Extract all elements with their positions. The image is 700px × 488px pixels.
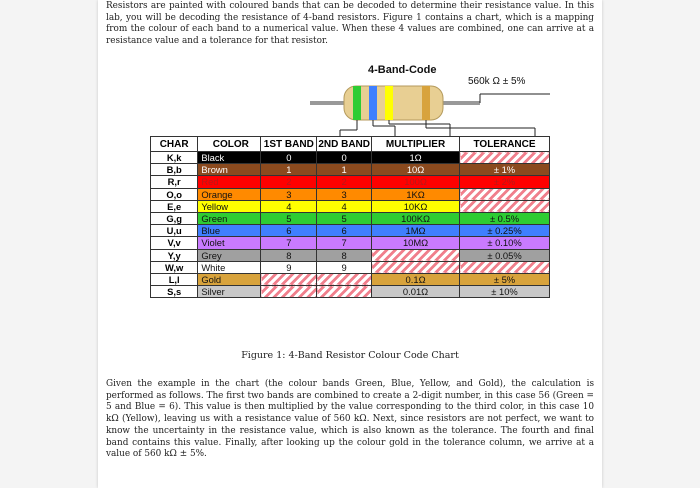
tolerance-cell — [460, 261, 550, 273]
multiplier-cell: 100Ω — [372, 176, 460, 188]
first-band-cell — [261, 286, 317, 298]
multiplier-cell: 10MΩ — [372, 237, 460, 249]
second-band-cell: 5 — [317, 212, 372, 224]
header-second-band: 2ND BAND — [318, 138, 370, 150]
first-band-cell: 5 — [261, 212, 317, 224]
diagram-title: 4-Band-Code — [368, 64, 437, 76]
header-multiplier: MULTIPLIER — [372, 137, 460, 152]
table-row — [151, 261, 550, 273]
multiplier-cell: 0.01Ω — [372, 286, 460, 298]
color-name-cell: Silver — [198, 286, 261, 298]
char-cell: Y,y — [151, 249, 198, 261]
tolerance-cell — [460, 188, 550, 200]
table-row — [151, 200, 550, 212]
color-name-cell: Violet — [198, 237, 261, 249]
multiplier-cell — [372, 261, 460, 273]
header-char: CHAR — [151, 137, 198, 152]
second-band-cell: 9 — [317, 261, 372, 273]
char-cell: S,s — [151, 286, 198, 298]
table-row — [151, 249, 550, 261]
first-band-cell: 4 — [261, 200, 317, 212]
multiplier-cell: 0.1Ω — [372, 273, 460, 285]
second-band-cell — [317, 286, 372, 298]
explanation-paragraph: Given the example in the chart (the colour bands Green, Blue, Yellow, and Gold), the calculation is performed as follows. The first two bands are combined to create a 2-digit number, in this case 56 (Green = 5 and Blue = 6). This value is then multiplied by the value corresponding to the third color, in this case 10 kΩ (Yellow), leaving us with a resistance value of 560 kΩ. Next, since resistors are not perfect, we want to know the uncertainty in the resistance value, which is also known as the tolerance. The fourth and final band contains this value. Finally, after looking up the colour gold in the tolerance column, we arrive at a value of 560 kΩ ± 5%. — [106, 379, 594, 460]
color-name-cell: Green — [198, 212, 261, 224]
second-band-cell: 3 — [317, 188, 372, 200]
multiplier-cell: 1Ω — [372, 152, 460, 164]
first-band-cell: 9 — [261, 261, 317, 273]
tolerance-cell: ± 0.25% — [460, 225, 550, 237]
tolerance-cell: ± 0.5% — [460, 212, 550, 224]
second-band-cell: 7 — [317, 237, 372, 249]
header-color: COLOR — [198, 137, 261, 152]
tolerance-cell: ± 0.05% — [460, 249, 550, 261]
multiplier-cell: 10Ω — [372, 164, 460, 176]
tolerance-cell: ± 1% — [460, 164, 550, 176]
table-row — [151, 273, 550, 285]
first-band-cell: 0 — [261, 152, 317, 164]
color-name-cell: Gold — [198, 273, 261, 285]
char-cell: L,l — [151, 273, 198, 285]
first-band-cell: 8 — [261, 249, 317, 261]
first-band-cell: 7 — [261, 237, 317, 249]
tolerance-cell: ± 5% — [460, 273, 550, 285]
color-name-cell: Blue — [198, 225, 261, 237]
multiplier-cell: 1MΩ — [372, 225, 460, 237]
table-row — [151, 176, 550, 188]
multiplier-cell: 1KΩ — [372, 188, 460, 200]
tolerance-cell: ± 2% — [460, 176, 550, 188]
char-cell: W,w — [151, 261, 198, 273]
tolerance-cell — [460, 200, 550, 212]
tolerance-cell: ± 0.10% — [460, 237, 550, 249]
color-code-table — [150, 136, 550, 298]
color-name-cell: Black — [198, 152, 261, 164]
table-row — [151, 188, 550, 200]
table-row — [151, 152, 550, 164]
second-band-cell — [317, 273, 372, 285]
color-name-cell: Yellow — [198, 200, 261, 212]
multiplier-cell: 10KΩ — [372, 200, 460, 212]
char-cell: U,u — [151, 225, 198, 237]
char-cell: O,o — [151, 188, 198, 200]
first-band-cell: 6 — [261, 225, 317, 237]
second-band-cell: 1 — [317, 164, 372, 176]
char-cell: E,e — [151, 200, 198, 212]
multiplier-cell — [372, 249, 460, 261]
first-band-cell: 3 — [261, 188, 317, 200]
figure-caption: Figure 1: 4-Band Resistor Colour Code Chart — [241, 350, 459, 361]
table-row — [151, 237, 550, 249]
header-first-band: 1ST BAND — [261, 137, 317, 152]
color-code-figure — [150, 64, 550, 339]
color-name-cell: White — [198, 261, 261, 273]
table-row — [151, 286, 550, 298]
color-name-cell: Red — [198, 176, 261, 188]
table-row — [151, 164, 550, 176]
tolerance-cell — [460, 152, 550, 164]
second-band-cell: 2 — [317, 176, 372, 188]
first-band-cell — [261, 273, 317, 285]
multiplier-cell: 100KΩ — [372, 212, 460, 224]
color-name-cell: Brown — [198, 164, 261, 176]
intro-paragraph: Resistors are painted with coloured bands that can be decoded to determine their resistance value. In this lab, you will be decoding the resistance of 4-band resistors. Figure 1 contains a chart, which is a mapping from the colour of each band to a numerical value. When these 4 values are combined, one can arrive at a resistance value and a tolerance for that resistor. — [106, 1, 594, 47]
document-page — [98, 0, 602, 488]
second-band-cell: 8 — [317, 249, 372, 261]
tolerance-cell: ± 10% — [460, 286, 550, 298]
char-cell: G,g — [151, 212, 198, 224]
color-name-cell: Grey — [198, 249, 261, 261]
second-band-cell: 0 — [317, 152, 372, 164]
header-tolerance: TOLERANCE — [460, 137, 550, 152]
table-header-row — [151, 137, 550, 152]
char-cell: K,k — [151, 152, 198, 164]
char-cell: B,b — [151, 164, 198, 176]
table-row — [151, 212, 550, 224]
second-band-cell: 6 — [317, 225, 372, 237]
first-band-cell: 2 — [261, 176, 317, 188]
table-body — [151, 152, 550, 298]
char-cell: V,v — [151, 237, 198, 249]
table-row — [151, 225, 550, 237]
second-band-cell: 4 — [317, 200, 372, 212]
first-band-cell: 1 — [261, 164, 317, 176]
char-cell: R,r — [151, 176, 198, 188]
example-value-label: 560k Ω ± 5% — [468, 76, 526, 87]
color-name-cell: Orange — [198, 188, 261, 200]
